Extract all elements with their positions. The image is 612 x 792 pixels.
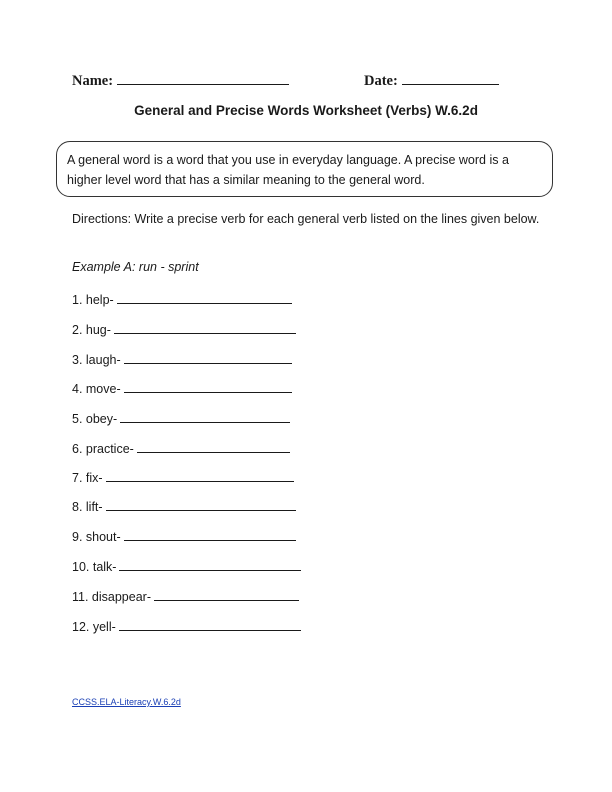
list-item — [72, 320, 296, 338]
definition-box: A general word is a word that you use in everyday language. A precise word is a higher level word that has a similar meaning to the general word. — [56, 141, 553, 197]
answer-line — [106, 468, 294, 482]
item-label: 6. practice- — [72, 442, 134, 456]
answer-line — [114, 320, 296, 334]
example-text: Example A: run - sprint — [72, 260, 199, 274]
item-label: 12. yell- — [72, 620, 116, 634]
answer-line — [154, 587, 299, 601]
date-blank-line — [402, 70, 499, 85]
item-label: 2. hug- — [72, 323, 111, 337]
item-label: 8. lift- — [72, 500, 103, 514]
answer-line — [119, 557, 301, 571]
list-item — [72, 617, 301, 635]
answer-line — [124, 350, 292, 364]
list-item — [72, 379, 292, 397]
list-item — [72, 468, 294, 486]
name-blank-line — [117, 70, 289, 85]
list-item — [72, 439, 290, 457]
list-item — [72, 497, 296, 515]
answer-line — [117, 290, 292, 304]
name-label: Name: — [72, 73, 114, 89]
answer-line — [119, 617, 301, 631]
answer-line — [124, 379, 292, 393]
list-item — [72, 290, 292, 308]
header-row — [72, 70, 512, 92]
answer-line — [124, 527, 296, 541]
item-label: 1. help- — [72, 293, 114, 307]
item-label: 5. obey- — [72, 412, 118, 426]
list-item — [72, 350, 292, 368]
item-label: 7. fix- — [72, 471, 103, 485]
list-item — [72, 587, 299, 605]
standard-link[interactable]: CCSS.ELA-Literacy.W.6.2d — [72, 697, 181, 707]
list-item — [72, 409, 290, 427]
name-field — [72, 70, 289, 90]
item-label: 4. move- — [72, 382, 121, 396]
list-item — [72, 527, 296, 545]
item-label: 3. laugh- — [72, 353, 121, 367]
list-item — [72, 557, 301, 575]
directions-text: Directions: Write a precise verb for each general verb listed on the lines given below. — [72, 212, 540, 226]
answer-line — [137, 439, 290, 453]
item-label: 10. talk- — [72, 560, 117, 574]
answer-line — [120, 409, 290, 423]
item-label: 11. disappear- — [72, 590, 151, 604]
date-label: Date: — [364, 73, 398, 89]
date-field — [364, 70, 499, 90]
item-label: 9. shout- — [72, 530, 121, 544]
answer-line — [106, 497, 296, 511]
worksheet-title: General and Precise Words Worksheet (Verbs) W.6.2d — [134, 103, 478, 118]
